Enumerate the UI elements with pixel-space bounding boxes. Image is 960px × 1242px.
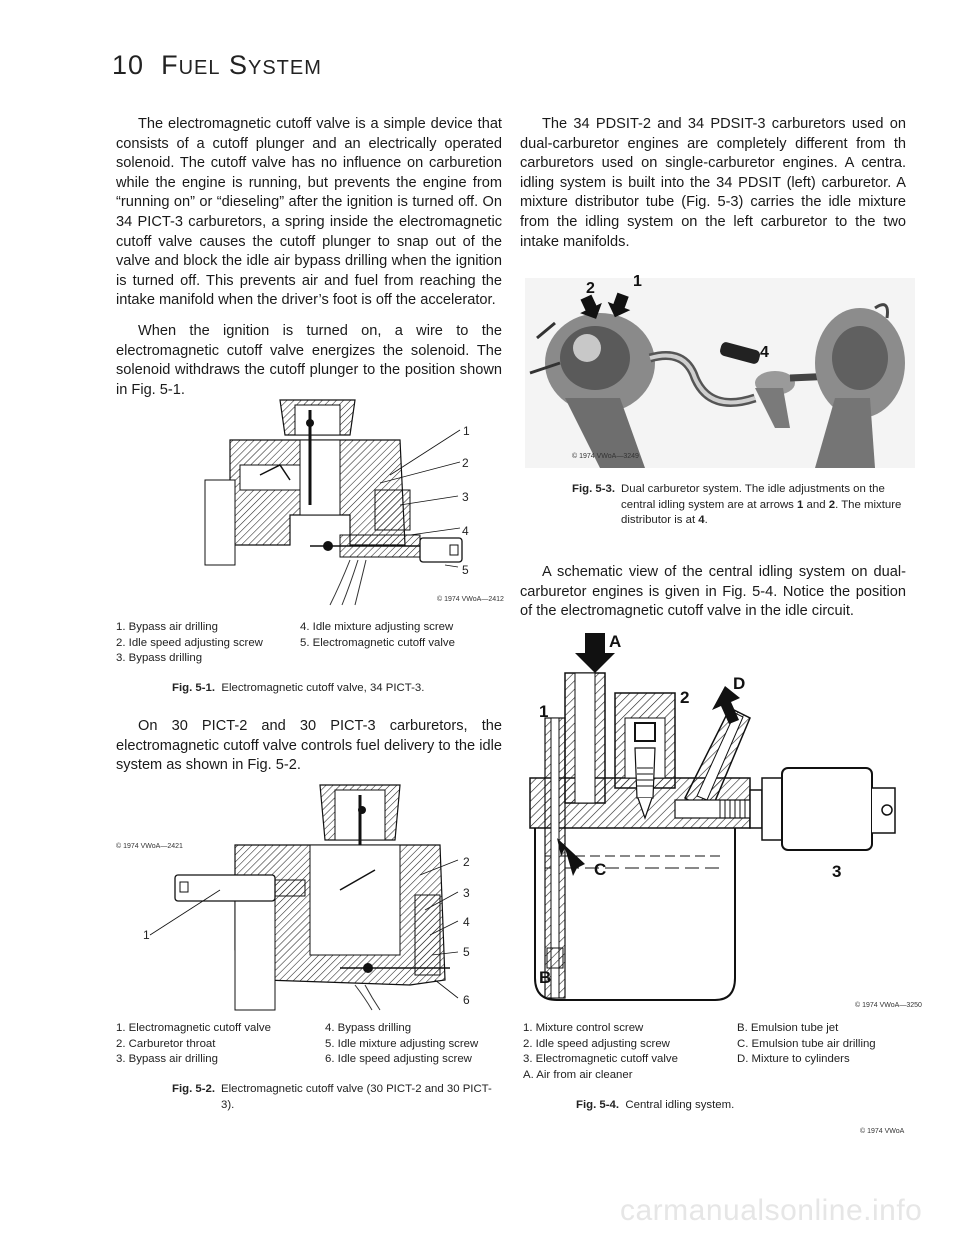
fig2-legend-right: 4. Bypass drilling 5. Idle mixture adjusting screw 6. Idle speed adjusting screw (325, 1022, 479, 1065)
fig1-callout-2: 2 (462, 456, 469, 470)
fig2-caption: Fig. 5-2. Electromagnetic cutoff valve (30 PICT-2 and 30 PICT-3). (172, 1083, 492, 1111)
fig4-callout-3: 3 (832, 862, 842, 881)
left-para-2: When the ignition is turned on, a wire to the electromagnetic cutoff valve energizes the solenoid. The solenoid withdraws the cutoff plunger to the position shown in Fig. 5-1. (116, 323, 502, 398)
right-para-1: The 34 PDSIT-2 and 34 PDSIT-3 carburetors used on dual-carburetor engines are completely different from th carburetors used on single-carburetor engines. A centra. idling system is built into the 34 PDSIT (left) carburetor. A mixture distributor tube (Fig. 5-3) carries the idle mixture from the idling system on the left carburetor to the two intake manifolds. (520, 116, 906, 250)
fig4-callout-A: A (609, 632, 622, 651)
page-number: 10 (112, 50, 145, 80)
fig1-callout-1: 1 (463, 424, 470, 438)
fig4-callout-B: B (539, 968, 552, 987)
fig2-callout-1: 1 (143, 928, 150, 942)
fig2-callout-6: 6 (463, 993, 470, 1007)
fig-5-3-photo (525, 278, 915, 468)
fig-5-2-drawing (140, 780, 485, 1010)
fig1-callout-4: 4 (462, 524, 469, 538)
fig4-callout-C: C (594, 860, 607, 879)
fig3-callout-4: 4 (760, 344, 769, 361)
fig4-callout-D: D (733, 674, 746, 693)
footer-watermark: carmanualsonline.info (620, 1194, 923, 1227)
fig3-callout-1: 1 (633, 273, 642, 290)
fig3-copyright: © 1974 VWoA—3249 (572, 453, 639, 460)
fig1-callout-3: 3 (462, 490, 469, 504)
fig2-callout-3: 3 (463, 886, 470, 900)
fig1-callout-5: 5 (462, 563, 469, 577)
left-para-1: The electromagnetic cutoff valve is a simple device that consists of a cutoff plunger and an electrically operated solenoid. The cutoff valve has no influence on carburetion while the engine is running, but prevents the engine from “running on” or “dieseling” after the ignition is turned off. On 34 PICT-3 carburetors, a spring inside the electromagnetic cutoff valve causes the cutoff plunger to snap out of the valve and block the idle air bypass drilling when the ignition is turned off. This prevents air and fuel from reaching the intake manifold when the driver’s foot is off the accelerator. (116, 116, 502, 309)
fig-5-4-drawing (525, 628, 920, 1008)
fig4-legend-left: 1. Mixture control screw 2. Idle speed adjusting screw 3. Electromagnetic cutoff valve A. Air from air cleaner (523, 1022, 678, 1081)
title-uel: UEL (178, 57, 221, 79)
fig4-copyright: © 1974 VWoA—3250 (855, 1002, 922, 1009)
fig1-legend-right: 4. Idle mixture adjusting screw 5. Electromagnetic cutoff valve (300, 621, 455, 649)
title-f: F (161, 50, 179, 80)
fig4-caption: Fig. 5-4. Central idling system. (576, 1099, 735, 1111)
fig1-copyright: © 1974 VWoA—2412 (437, 596, 504, 603)
fig3-caption: Fig. 5-3. Dual carburetor system. The idle adjustments on the central idling system are at arrows 1 and 2. The mixture distributor is at 4. (572, 483, 902, 526)
fig1-caption: Fig. 5-1. Electromagnetic cutoff valve, 34 PICT-3. (172, 682, 425, 694)
fig4-callout-1: 1 (539, 702, 549, 721)
fig1-legend-left: 1. Bypass air drilling 2. Idle speed adjusting screw 3. Bypass drilling (116, 621, 263, 664)
fig4-callout-2: 2 (680, 688, 690, 707)
fig3-callout-2: 2 (586, 280, 595, 297)
fig2-callout-4: 4 (463, 915, 470, 929)
right-para-2: A schematic view of the central idling system on dual-carburetor engines is given in Fig. 5-4. Notice the position of the electromagnetic cutoff valve in the idle circuit. (520, 564, 906, 620)
title-s: S (220, 50, 248, 80)
fig2-callout-2: 2 (463, 855, 470, 869)
fig4-legend-right: B. Emulsion tube jet C. Emulsion tube air drilling D. Mixture to cylinders (737, 1022, 876, 1065)
page-copyright: © 1974 VWoA (860, 1128, 905, 1135)
title-ystem: YSTEM (247, 57, 322, 79)
fig2-copyright: © 1974 VWoA—2421 (116, 843, 183, 850)
fig2-callout-5: 5 (463, 945, 470, 959)
fig-5-1-drawing (200, 395, 500, 605)
left-para-3: On 30 PICT-2 and 30 PICT-3 carburetors, the electromagnetic cutoff valve controls fuel delivery to the idle system as shown in Fig. 5-2. (116, 718, 502, 774)
fig2-legend-left: 1. Electromagnetic cutoff valve 2. Carburetor throat 3. Bypass air drilling (116, 1022, 271, 1065)
page-header (112, 50, 322, 81)
